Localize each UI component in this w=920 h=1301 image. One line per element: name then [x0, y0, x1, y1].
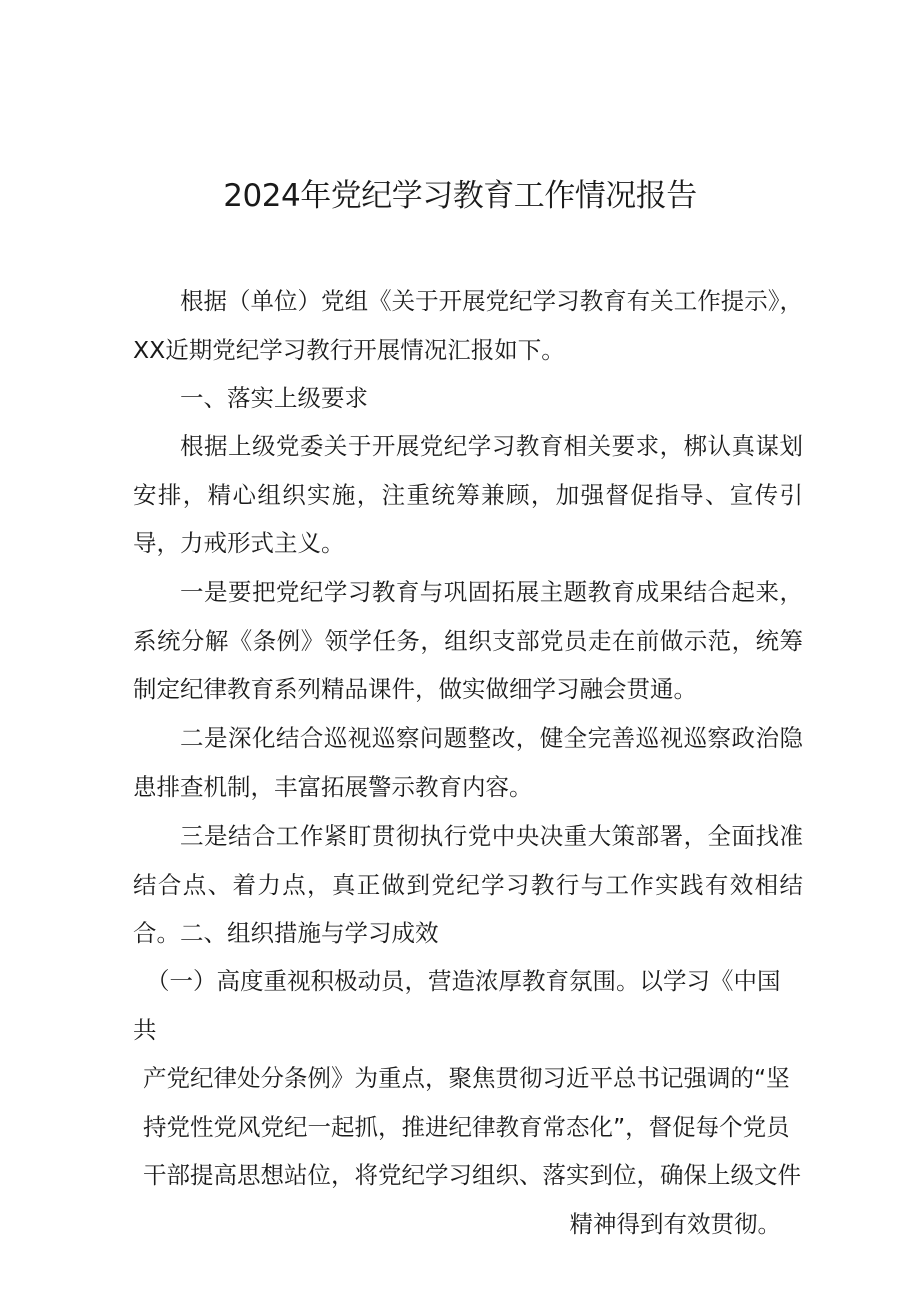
point3-paragraph: 三是结合工作紧盯贯彻执行党中央决重大策部署，全面找准结合点、着力点，真正做到党纪学习教行与工作实践有效相结合。 [133, 822, 803, 948]
section2-heading: 二、组织措施与学习成效 [180, 919, 439, 947]
measure1-paragraph [133, 957, 803, 1249]
point1-paragraph: 一是要把党纪学习教育与巩固拓展主题教育成果结合起来，系统分解《条例》领学任务，组织支部党员走在前做示范，统筹制定纪律教育系列精品课件，做实做细学习融会贯通。 [133, 578, 803, 704]
measure1-line: 精神得到有效贯彻。 [569, 1209, 781, 1238]
measure1-line: 产党纪律处分条例》为重点，聚焦贯彻习近平总书记强调的“坚 [143, 1064, 790, 1093]
document-title: 2024年党纪学习教育工作情况报告 [223, 178, 697, 214]
point2-paragraph: 二是深化结合巡视巡察问题整改，健全完善巡视巡察政治隐患排查机制，丰富拓展警示教育内容。 [133, 724, 803, 801]
section1-paragraph: 根据上级党委关于开展党纪学习教育相关要求，梆认真谋划安排，精心组织实施，注重统筹兼顾，加强督促指导、宣传引导，力戒形式主义。 [133, 432, 803, 558]
intro-paragraph: 根据（单位）党组《关于开展党纪学习教育有关工作提示》，XX近期党纪学习教行开展情况汇报如下。 [133, 287, 803, 364]
measure1-line: （一）高度重视积极动员，营造浓厚教育氛围。以学习《中国共 [133, 967, 781, 1044]
measure1-line: 干部提高思想站位，将党纪学习组织、落实到位，确保上级文件 [143, 1161, 801, 1190]
measure1-line: 持党性党风党纪一起抓，推进纪律教育常态化”，督促每个党员 [143, 1112, 790, 1141]
section1-heading: 一、落实上级要求 [180, 384, 368, 412]
